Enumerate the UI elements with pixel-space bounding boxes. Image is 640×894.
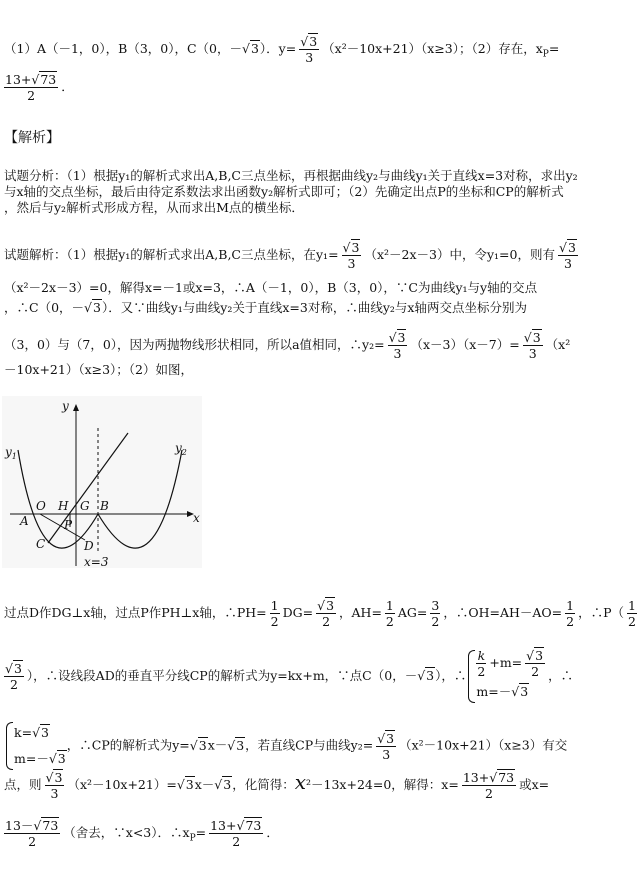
fraction-sqrt3-over-3: $\frac{√3}{3}$: [388, 330, 406, 361]
solution-line-2: （x²－2x－3）=0，解得x=－1或x=3，∴A（－1，0），B（3，0），∵C为曲线y₁与y轴的交点: [4, 280, 538, 295]
part2-line-4: 点，则 $\frac{√3}{3}$ （x²－10x+21）=√3x－√3，化简得：x²－13x+24=0，解得：x= $\frac{13+√73}{2}$ 或x=: [4, 770, 550, 801]
answer-line-2: $\frac{13+√73}{2}$ ．: [5, 72, 74, 103]
label-d: D: [84, 539, 94, 553]
label-o: O: [36, 499, 46, 513]
fraction-3-over-2: $\frac{3}{2}$: [431, 598, 440, 629]
fraction-sqrt3-over-2: $\frac{√3}{2}$: [317, 598, 335, 629]
answer-text: （1）A（－1，0），B（3，0），C（0，－: [4, 41, 242, 56]
fraction-13-plus-sqrt73-over-2: $\frac{13+√73}{2}$: [462, 770, 515, 801]
figure-background: [2, 396, 202, 568]
solution-line-4: （3，0）与（7，0），因为两抛物线形状相同，所以a值相同，∴y₂= $\frac{√3}{3}$ （x－3）（x－7）= $\frac{√3}{3}$ （x²: [4, 330, 571, 361]
label-y2: $y_2$: [175, 441, 187, 457]
fraction-13-minus-sqrt73-over-2: $\frac{13-√73}{2}$: [5, 818, 59, 849]
part2-line-3: k=√3 m=－√3 ，∴CP的解析式为y=√3x－√3，若直线CP与曲线y₂= $\frac{√3}{3}$ （x²－10x+21）（x≥3）有交: [4, 720, 626, 772]
fraction-13-plus-sqrt73-over-2: $\frac{13+√73}{2}$: [5, 72, 57, 103]
analysis-line-3: ，然后与y₂解析式形成方程，从而求出M点的横坐标．: [4, 200, 304, 215]
label-p: P: [64, 518, 73, 532]
sqrt-3: √3: [242, 41, 259, 56]
fraction-1-over-2: $\frac{1}{2}$: [270, 598, 279, 629]
analysis-line-1: 试题分析：（1）根据y₁的解析式求出A,B,C三点坐标，再根据曲线y₂与曲线y₁关于直线x=3对称，求出y₂: [4, 168, 578, 183]
solution-line-1: 试题解析：（1）根据y₁的解析式求出A,B,C三点坐标，在y₁= $\frac{√3}{3}$ （x²－2x－3）中，令y₁=0，则有 $\frac{√3}{3}$: [4, 240, 576, 271]
label-x: x: [193, 511, 200, 525]
part2-line-1: 过点D作DG⊥x轴，过点P作PH⊥x轴，∴PH= $\frac{1}{2}$ DG= $\frac{√3}{2}$ ，AH= $\frac{1}{2}$ AG= $\frac{3}{2}$ ，∴OH=AH－AO= $\frac{1}{2}$ ，∴P（ $\frac{1}{2}$: [4, 598, 636, 629]
section-heading: 【解析】: [4, 130, 60, 146]
part2-line-5: $\frac{13-√73}{2}$ （舍去，∵x<3）．$\therefore x_P=$ $\frac{13+√73}{2}$ ．: [5, 818, 279, 849]
label-b: B: [100, 499, 109, 513]
fraction-13-plus-sqrt73-over-2: $\frac{13+√73}{2}$: [210, 818, 262, 849]
label-c: C: [36, 537, 46, 551]
equation-system-1: $\frac{k}{2}$ +m= $\frac{√3}{2}$ m=－√3: [466, 648, 548, 705]
fraction-sqrt3-over-3: $\frac{√3}{3}$: [558, 240, 576, 271]
solution-line-5: －10x+21）（x≥3）；（2）如图，: [4, 362, 194, 377]
parabola-figure: [0, 388, 215, 580]
label-g: G: [80, 499, 90, 513]
label-y: y: [62, 399, 69, 413]
label-y1: $y_1$: [5, 445, 17, 461]
part2-line-2: $\frac{√3}{2}$ ），∴设线段AD的垂直平分线CP的解析式为y=kx+m，∵点C（0，－√3），∴ $\frac{k}{2}$ +m= $\frac{√3}{2}$ m=－√3 ，∴: [4, 648, 626, 705]
fraction-sqrt3-over-3: $\frac{√3}{3}$: [342, 240, 360, 271]
fraction-1-over-2: $\frac{1}{2}$: [628, 598, 636, 629]
fraction-1-over-2: $\frac{1}{2}$: [385, 598, 394, 629]
fraction-sqrt3-over-3: $\frac{√3}{3}$: [523, 330, 541, 361]
analysis-line-2: 与x轴的交点坐标，最后由待定系数法求出函数y₂解析式即可；（2）先确定出点P的坐标和CP的解析式: [4, 184, 564, 199]
label-h: H: [58, 499, 69, 513]
fraction-sqrt3-over-2: $\frac{√3}{2}$: [5, 661, 22, 692]
solution-line-3: ，∴C（0，－√3）．又∵曲线y₁与曲线y₂关于直线x=3对称，∴曲线y₂与x轴两交点坐标分别为: [4, 300, 527, 315]
equation-system-2: k=√3 m=－√3: [4, 720, 67, 772]
answer-line-1: （1）A（－1，0），B（3，0），C（0，－√3）．y= $\frac{√3}{3}$ （x²－10x+21）（x≥3）；（2）存在，$x_P=$: [4, 34, 560, 65]
fraction-sqrt3-over-3: $\frac{√3}{3}$: [45, 770, 63, 801]
fraction-1-over-2: $\frac{1}{2}$: [566, 598, 575, 629]
label-x3: x=3: [84, 555, 109, 569]
label-a: A: [20, 514, 29, 528]
fraction-sqrt3-over-3: $\frac{√3}{3}$: [300, 34, 318, 65]
fraction-sqrt3-over-3: $\frac{√3}{3}$: [377, 730, 395, 762]
